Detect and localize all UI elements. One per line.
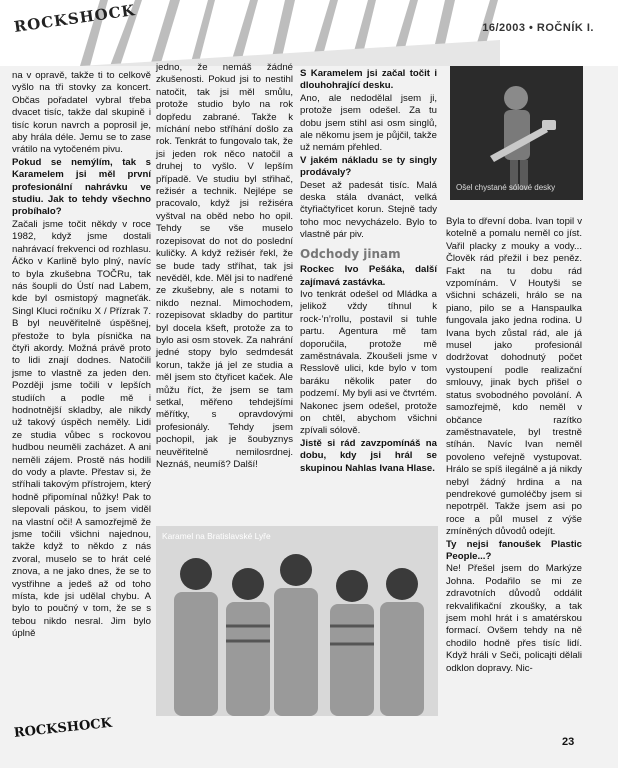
header-banner	[0, 0, 618, 66]
section-heading: Odchody jinam	[300, 246, 401, 261]
column-4	[446, 216, 582, 675]
interview-question: Rockec Ivo Pešáka, další zajímavá zastávka.	[300, 264, 437, 288]
banner-artwork	[80, 0, 500, 66]
guitarist-photo-caption: Ošel chystané sólové desky	[456, 183, 556, 192]
column-1	[12, 70, 151, 641]
interview-question: Jistě si rád zavzpomínáš na dobu, kdy jsi hrál se skupinou Nahlas Ivana Hlase.	[300, 437, 437, 474]
interview-question: V jakém nákladu se ty singly prodávaly?	[300, 154, 437, 179]
article-paragraph: Ne! Přešel jsem do Markýze Johna. Podařilo se mi ze zdravotních důvodů oddálit rekvalifikační zkoušky, a tak jsem mohl hrát i s amatérskou formací. Ovšem tehdy na ně chodilo hodně přes tisíc lidí. Když hráli v Seči, policajti dělali odklon dopravy. Nic-	[446, 563, 582, 674]
article-paragraph: Ivo tenkrát odešel od Mládka a jelikož vždy tíhnul k rock-’n’rollu, postavil si tuhle partu. Agentura mě tam doporučila, protože mě zaměstnávala. Zkoušeli jsme v Resslově ulici, kde bylo v tom baráku několik pater do podzemí. My byli asi ve čtvrtém. Nakonec jsem odešel, protože on chtěl, abychom všichni zpívali sólově.	[300, 288, 437, 437]
issue-label: 16/2003 • ROČNÍK I.	[482, 22, 594, 34]
guitarist-photo	[450, 66, 583, 200]
interview-question: Ty nejsi fanoušek Plastic People...?	[446, 538, 582, 562]
article-paragraph: Deset až padesát tisíc. Malá deska stála dvanáct, velká čtyřiačtyřicet korun. Stejně tady toho moc nevycházelo. Bylo to vlastně pár piv.	[300, 179, 437, 241]
guitarist-figure	[450, 66, 583, 200]
band-photo-caption: Karamel na Bratislavské Lyře	[162, 531, 271, 541]
interview-question: Pokud se nemýlím, tak s Karamelem jsi měl první profesionální nahrávku ve studiu. Jak to tehdy všechno probíhalo?	[12, 156, 151, 218]
column-3	[300, 68, 437, 475]
article-paragraph: na v opravě, takže ti to celkově vyšlo na tři stovky za koncert. Občas pořadatel vybral třeba dvacet tisíc, takže dal skupině i tisíc korun navrch a poprosil je, aby hrála déle. Jemu se to zase vrátilo na vytočeném pivu.	[12, 70, 151, 156]
article-paragraph: jedno, že nemáš žádné zkušenosti. Pokud jsi to nestihl natočit, tak jsi měl smůlu, protože studio bylo na rok dopředu zabrané. Takže k míchání nebo stříhání došlo za rok. Tenkrát to fungovalo tak, že jsi jeden rok něco natočil a druhej to vyšlo. V lepším případě. Ve studiu byl střihač, režisér a technik. Nejlépe se pracovalo, když jsi režiséra vyštval na oběd nebo ho opil. Tehdy se vše muselo rozepisovat do not do poslední kuličky. A když režisér řekl, že se bude tady stříhat, tak jsi nevěděl, kde. Měl jsi to nadřené ze zkušebny, ale s notami to nikdo neznal. Mimochodem, rozepisovat skladby do partitur byl docela kšeft, protože za to bylo asi osm stovek. Za nahrání jedné stopy bylo sedmdesát korun, takže já jel ze studia a měl jsem sto čtyřicet kaček. Ale můžu říct, že jsem se tam setkal, měřeno tehdejšími měřítky, s opravdovými profesionály. Tehdy jsem pochopil, jak je šoubyznys neuvěřitelně nemilosrdnej. Neznáš, neumíš? Další!	[156, 62, 293, 470]
header-logo: ROCKSHOCK	[12, 1, 137, 36]
article-paragraph: Byla to dřevní doba. Ivan topil v kotelně a pomalu neměl co jíst. Vařil placky z mouky a vody... Člověk rád přežil i bez peněz. Fakt na tu dobu rád vzpomínám. V Houtyši se všichni scházeli, hrálo se na piano, pilo se a Hanspaulka fungovala jako jedna rodina. U Ivana bych zůstal rád, ale já musel jako profesionál dodržovat dohodnutý počet vystoupení podle realizační smlouvy, jinak bych přišel o status svobodného povolání. A samozřejmě, kdo neměl v občance razítko zaměstnavatele, byl trestně stíhán. Navíc Ivan neměl povoleno veřejně vystupovat. Hrálo se spíš ilegálně a já nikdy nebyl žádný hrdina a na pendrekové gumoléčby jsem si nepotrpěl. Takže jsem asi po roce a půl musel z výše zmíněných důvodů odejít.	[446, 216, 582, 538]
band-figures	[156, 526, 438, 716]
footer-logo: ROCKSHOCK	[13, 715, 113, 741]
interview-question: S Karamelem jsi začal točit i dlouhohrající desku.	[300, 68, 437, 92]
band-photo	[156, 526, 438, 716]
article-paragraph: Ano, ale nedodělal jsem ji, protože jsem odešel. Za tu dobu jsem stihl asi osm singlů, ale někomu jsem je půjčil, takže už nemám přehled.	[300, 92, 437, 154]
article-paragraph: Začali jsme točit někdy v roce 1982, když jsme dostali nahrávací frekvenci od rozhlasu. Áčko v Karlině bylo plný, navíc to byla zkušebna TOČRu, tak nás šoupli do Ústí nad Labem, kde byl osmistopý magneťák. Singl Kluci ročníku X / Přízrak 7. B byl neuvěřitelně úspěšnej, přestože to byla písnička na čtyři akordy. Možná právě proto to lidi znají dodnes. Natočili jsme to vlastně za jeden den. Později jsme točili v lepších studiích a podle mě i hodnotnější skladby, ale nikdy už takový úspěch neměly. Lidi ze studia vůbec s rockovou hudbou neuměli zacházet. A ani neměli zájem. Prostě nás hodili do vody a plavte. Přestav si, že stříhali takovým přístrojem, který hodně připomínal nůžky! Pak to slepovali páskou, to jsem viděl na vlastní oči! A samozřejmě že jsme točili všichni najednou, takže když to někdo z nás zvoral, muselo se to hrát celé znova, a ne jako dnes, že se to vystřihne a jedeš až od toho místa, kde jsi udělal chybu. A bylo to poučný v tom, že se s tebou nikdo nesral. Jim bylo úplně	[12, 218, 151, 640]
column-2	[156, 62, 293, 471]
page-number: 23	[562, 736, 575, 748]
